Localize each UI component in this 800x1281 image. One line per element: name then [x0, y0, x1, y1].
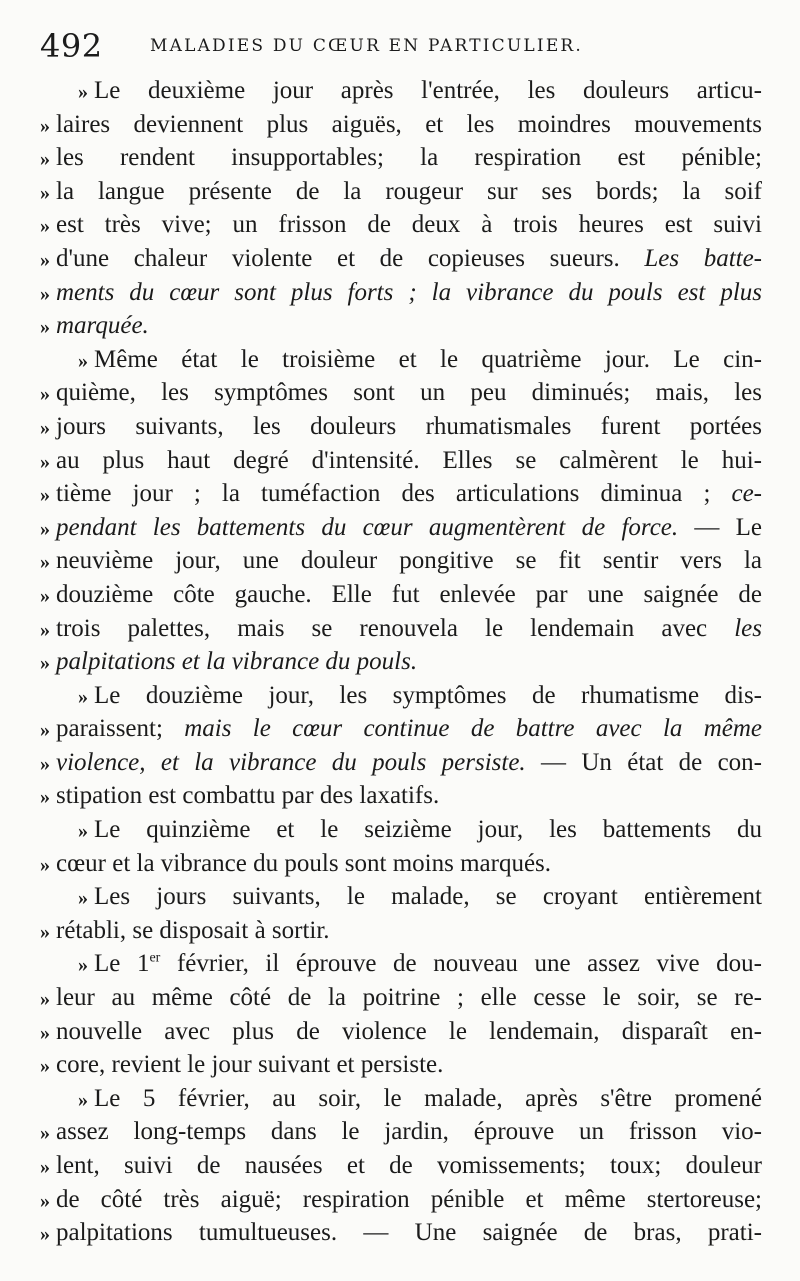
text-line [40, 645, 762, 679]
italic-text: violence, et la vibrance du pouls persiste. [56, 748, 526, 776]
text-line [40, 410, 762, 444]
quotation-mark: » [40, 1223, 50, 1246]
quotation-mark: » [40, 752, 50, 775]
text-line [40, 1015, 762, 1049]
text-line [40, 1082, 762, 1116]
text-run: douzième côte gauche. Elle fut enlevée par une saignée de [56, 580, 762, 608]
quotation-mark: » [78, 685, 88, 708]
quotation-mark: » [40, 484, 50, 507]
quotation-mark: » [40, 383, 50, 406]
quotation-mark: » [78, 820, 88, 843]
text-line [40, 1115, 762, 1149]
text-line [40, 981, 762, 1015]
text-line [40, 847, 762, 881]
italic-text: ce- [731, 480, 762, 508]
italic-text: palpitations et la vibrance du pouls. [56, 648, 418, 676]
quotation-mark: » [78, 81, 88, 103]
text-run: février, il éprouve de nouveau une assez vive dou- [160, 950, 762, 978]
running-head: MALADIES DU CŒUR EN PARTICULIER. [150, 36, 584, 56]
quotation-mark: » [78, 1088, 88, 1111]
text-run: Le 1 [94, 950, 150, 978]
quotation-mark: » [40, 652, 50, 675]
text-run: Le deuxième jour après l'entrée, les douleurs articu- [94, 77, 762, 104]
text-run: les rendent insupportables; la respiration est pénible; [56, 144, 762, 172]
quotation-mark: » [40, 114, 50, 137]
text-line [40, 477, 762, 511]
text-run: de côté très aiguë; respiration pénible et même stertoreuse; [56, 1185, 762, 1213]
text-run: paraissent; [56, 715, 185, 743]
quotation-mark: » [40, 282, 50, 305]
quotation-mark: » [40, 1189, 50, 1212]
text-line [40, 343, 762, 377]
text-line [40, 1183, 762, 1217]
text-line [40, 511, 762, 545]
quotation-mark: » [40, 786, 50, 809]
text-run: leur au même côté de la poitrine ; elle cesse le soir, se re- [56, 984, 762, 1012]
text-run: jours suivants, les douleurs rhumatismales furent portées [56, 412, 762, 440]
quotation-mark: » [40, 1021, 50, 1044]
italic-text: pendant les battements du cœur augmentèrent de force. [56, 513, 679, 541]
italic-text: Les batte- [644, 244, 763, 272]
text-run: est très vive; un frisson de deux à trois heures est suivi [56, 211, 762, 239]
quotation-mark: » [40, 584, 50, 607]
text-run: — Un état de con- [525, 748, 762, 776]
text-line [40, 309, 762, 343]
text-line [40, 1048, 762, 1082]
quotation-mark: » [40, 719, 50, 742]
text-run: lent, suivi de nausées et de vomissements; toux; douleur [56, 1152, 762, 1179]
text-line [40, 74, 762, 108]
text-line [40, 544, 762, 578]
text-line [40, 376, 762, 410]
text-run: au plus haut degré d'intensité. Elles se calmèrent le hui- [56, 446, 762, 474]
italic-text: ments du cœur sont plus forts ; la vibrance du pouls est plus [56, 278, 762, 306]
text-run: Le 5 février, au soir, le malade, après s'être promené [94, 1084, 762, 1112]
quotation-mark: » [40, 148, 50, 171]
text-run: palpitations tumultueuses. — Une saignée de bras, prati- [56, 1219, 762, 1247]
text-run: — Le [678, 513, 762, 541]
quotation-mark: » [40, 1156, 50, 1178]
quotation-mark: » [40, 316, 50, 339]
quotation-mark: » [40, 215, 50, 238]
italic-text: les [734, 614, 762, 642]
quotation-mark: » [40, 1122, 50, 1145]
text-run: stipation est combattu par des laxatifs. [56, 782, 440, 810]
text-run: quième, les symptômes sont un peu diminués; mais, les [56, 379, 762, 407]
text-line [40, 1216, 762, 1250]
text-run: tième jour ; la tuméfaction des articulations diminua ; [56, 480, 732, 508]
quotation-mark: » [40, 517, 50, 540]
text-run: neuvième jour, une douleur pongitive se fit sentir vers la [56, 547, 762, 575]
italic-text: marquée. [56, 312, 149, 340]
text-run: la langue présente de la rougeur sur ses bords; la soif [56, 177, 762, 205]
quotation-mark: » [78, 954, 88, 977]
quotation-mark: » [40, 920, 50, 943]
text-run: Le douzième jour, les symptômes de rhumatisme dis- [94, 681, 762, 709]
text-run: cœur et la vibrance du pouls sont moins marqués. [56, 849, 552, 877]
text-line [40, 612, 762, 646]
quotation-mark: » [40, 1055, 50, 1078]
quotation-mark: » [40, 551, 50, 574]
body-text [40, 74, 762, 1250]
quotation-mark: » [40, 853, 50, 876]
text-line [40, 444, 762, 478]
quotation-mark: » [40, 181, 50, 204]
text-line [40, 141, 762, 175]
text-line [40, 914, 762, 948]
quotation-mark: » [40, 450, 50, 473]
text-line [40, 578, 762, 612]
text-run: nouvelle avec plus de violence le lendemain, disparaît en- [56, 1017, 762, 1045]
text-line [40, 208, 762, 242]
text-line [40, 880, 762, 914]
quotation-mark: » [40, 988, 50, 1011]
quotation-mark: » [40, 618, 50, 641]
text-line [40, 108, 762, 142]
text-run: trois palettes, mais se renouvela le lendemain avec [56, 614, 735, 642]
text-run: Le quinzième et le seizième jour, les battements du [94, 816, 762, 844]
text-line [40, 813, 762, 847]
text-run: assez long-temps dans le jardin, éprouve un frisson vio- [56, 1118, 762, 1146]
text-line [40, 712, 762, 746]
page-number: 492 [40, 27, 103, 65]
quotation-mark: » [40, 248, 50, 271]
quotation-mark: » [78, 349, 88, 372]
italic-text: mais le cœur continue de battre avec la même [184, 715, 762, 743]
text-line [40, 175, 762, 209]
text-line [40, 746, 762, 780]
text-run: laires deviennent plus aiguës, et les moindres mouvements [56, 110, 762, 138]
text-line [40, 947, 762, 981]
superscript: er [149, 951, 161, 967]
text-run: d'une chaleur violente et de copieuses sueurs. [56, 244, 645, 272]
text-line [40, 1149, 762, 1183]
text-run: core, revient le jour suivant et persiste. [56, 1051, 444, 1079]
quotation-mark: » [40, 416, 50, 439]
text-run: Même état le troisième et le quatrième jour. Le cin- [94, 345, 762, 373]
text-run: Les jours suivants, le malade, se croyant entièrement [94, 883, 762, 911]
text-line [40, 779, 762, 813]
text-line [40, 242, 762, 276]
quotation-mark: » [78, 887, 88, 910]
text-line [40, 276, 762, 310]
text-line [40, 679, 762, 713]
text-run: rétabli, se disposait à sortir. [56, 916, 330, 944]
